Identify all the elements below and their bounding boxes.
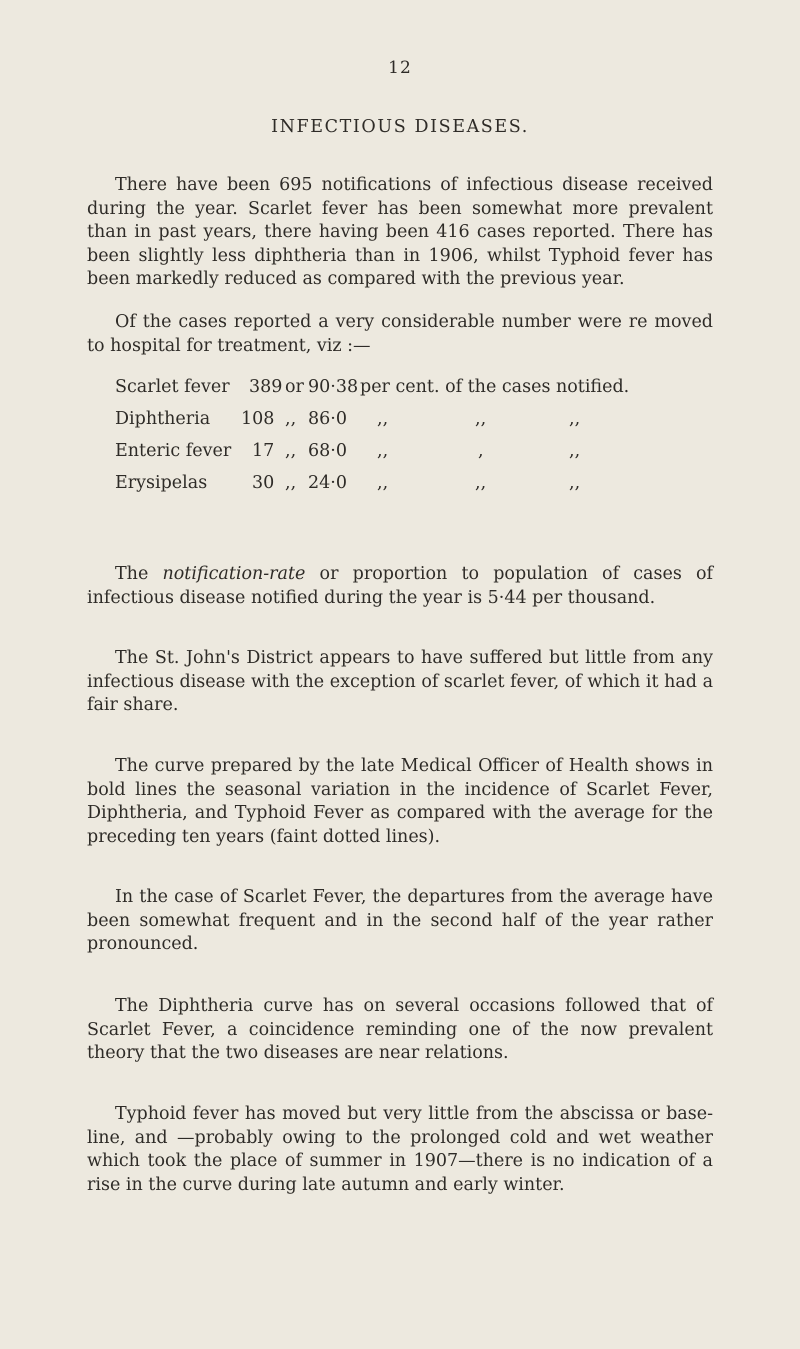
page-number: 12 (388, 58, 412, 78)
connector: ,, (285, 441, 297, 461)
case-count: 389 (249, 377, 283, 397)
connector: ,, (285, 473, 297, 493)
section-title: INFECTIOUS DISEASES. (271, 117, 529, 137)
disease-name: Diphtheria (115, 409, 211, 429)
case-count: 17 (252, 441, 275, 461)
ditto-mark: ,, (377, 409, 389, 429)
disease-name: Erysipelas (115, 473, 208, 493)
ditto-mark: , (478, 441, 484, 461)
paragraph-hospital-removals-intro: Of the cases reported a very considerable number were re moved to hospital for treatment, viz :— (87, 312, 713, 356)
connector: ,, (285, 409, 297, 429)
ditto-mark: ,, (569, 409, 581, 429)
ditto-mark: ,, (475, 473, 487, 493)
notification-rate-text: or proportion to population of cases of infectious disease notified during the year is 5·44 per thousand. (87, 564, 713, 608)
notification-rate-term: notification-rate (162, 564, 306, 584)
ditto-mark: ,, (377, 441, 389, 461)
case-count: 30 (252, 473, 275, 493)
percent-removed: 24·0 (308, 473, 347, 493)
paragraph-diphtheria: The Diphtheria curve has on several occasions followed that of Scarlet Fever, a coincidence reminding one of the now prevalent theory that the two diseases are near relations. (87, 996, 713, 1063)
paragraph-notification-rate (87, 563, 713, 610)
ditto-mark: ,, (475, 409, 487, 429)
case-count: 108 (241, 409, 275, 429)
paragraph-typhoid-fever: Typhoid fever has moved but very little from the abscissa or base-line, and —probably owing to the prolonged cold and wet weather which took the place of summer in 1907—there is no indication of a rise in the curve during late autumn and early winter. (87, 1104, 713, 1195)
percent-removed: 86·0 (308, 409, 347, 429)
paragraph-st-johns-district: The St. John's District appears to have suffered but little from any infectious disease with the exception of scarlet fever, of which it had a fair share. (87, 648, 713, 715)
paragraph-scarlet-fever: In the case of Scarlet Fever, the departures from the average have been somewhat frequent and in the second half of the year rather pronounced. (87, 887, 713, 954)
disease-name: Enteric fever (115, 441, 232, 461)
percent-removed: 90·38 (308, 377, 359, 397)
connector: or (285, 377, 304, 397)
ditto-mark: ,, (569, 441, 581, 461)
ditto-mark: ,, (377, 473, 389, 493)
paragraph-seasonal-curve: The curve prepared by the late Medical Officer of Health shows in bold lines the seasonal variation in the incidence of Scarlet Fever, Diphtheria, and Typhoid Fever as compared with the average for the preceding ten years (faint dotted lines). (87, 756, 713, 847)
paragraph-notifications-summary: There have been 695 notifications of infectious disease received during the year. Scarlet fever has been somewhat more prevalent than in past years, there having been 416 cases reported. There has been slightly less diphtheria than in 1906, whilst Typhoid fever has been markedly reduced as compared with the previous year. (87, 175, 713, 289)
percent-removed: 68·0 (308, 441, 347, 461)
percent-suffix: per cent. of the cases notified. (360, 377, 630, 397)
notification-rate-lead: The (115, 564, 163, 584)
ditto-mark: ,, (569, 473, 581, 493)
disease-name: Scarlet fever (115, 377, 230, 397)
